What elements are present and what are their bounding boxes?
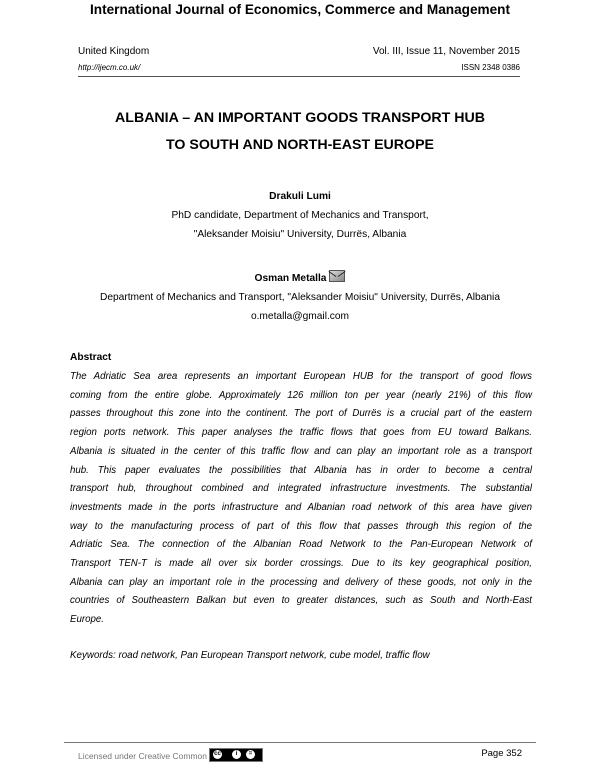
abstract-line: hub. This paper evaluates the possibilities that Albania has in order to become a central (70, 464, 532, 476)
abstract-line: Transport TEN-T is made all over six border crossings. Due to its key geographical position, (70, 558, 532, 570)
abstract-line: Europe. (70, 614, 104, 626)
author-1-affiliation-2: "Aleksander Moisiu" University, Durrës, Albania (193, 229, 407, 240)
abstract-line: transport hub, throughout combined and integrated infrastructure investments. The substantial (70, 483, 532, 495)
license-notice (78, 748, 263, 762)
abstract-line: Adriatic Sea. The connection of the Albanian Road Network to the Pan-European Network of (70, 539, 532, 551)
journal-title: International Journal of Economics, Commerce and Management (90, 2, 510, 17)
page-number: Page 352 (481, 748, 522, 759)
abstract-line: way to the manufacturing process of part of this flow that passes through this region of the (70, 520, 532, 532)
abstract-line: passes throughout this zone into the continent. The port of Durrës is a crucial part of the eastern (70, 408, 532, 420)
abstract-line: Albania can play an important role in the processing and delivery of these goods, not only in the (70, 576, 532, 588)
mail-icon[interactable] (329, 270, 345, 282)
abstract-line: region ports network. This paper analyses the traffic flows that goes from EU toward Balkans. (70, 427, 532, 439)
paper-title-line-2: TO SOUTH AND NORTH-EAST EUROPE (166, 137, 434, 153)
creative-commons-badge-icon[interactable]: cc i = (209, 748, 263, 762)
header-divider (78, 76, 520, 77)
journal-issn: ISSN 2348 0386 (461, 63, 520, 72)
author-2-name: Osman Metalla (254, 273, 327, 284)
footer-divider (64, 742, 536, 743)
author-2-email[interactable]: o.metalla@gmail.com (250, 311, 350, 322)
abstract-line: investments made in the ports infrastructure and Albanian road network of this area have given (70, 501, 532, 513)
keywords: Keywords: road network, Pan European Transport network, cube model, traffic flow (70, 650, 430, 661)
author-2-affiliation: Department of Mechanics and Transport, "Aleksander Moisiu" University, Durrës, Albania (99, 292, 500, 303)
abstract-line: The Adriatic Sea area represents an important European HUB for the transport of good flows (70, 371, 532, 382)
journal-issue: Vol. III, Issue 11, November 2015 (372, 46, 520, 57)
abstract-body (70, 368, 532, 630)
license-text: Licensed under Creative Common (78, 751, 207, 761)
author-2-name-row (0, 270, 600, 285)
author-1-affiliation-1: PhD candidate, Department of Mechanics and Transport, (171, 210, 429, 221)
abstract-heading: Abstract (70, 352, 112, 363)
paper-title-line-1: ALBANIA – AN IMPORTANT GOODS TRANSPORT HUB (115, 110, 485, 126)
abstract-line: countries of Southeastern Balkan but even to greater distances, such as South and North-East (70, 595, 532, 607)
journal-country: United Kingdom (78, 46, 150, 57)
author-1-name: Drakuli Lumi (269, 191, 331, 202)
abstract-line: Albania is situated in the center of this traffic flow and can play an important role as a transport (70, 445, 532, 457)
abstract-line: coming from the entire globe. Approximately 126 million ton per year (nearly 21%) of this flow (70, 389, 532, 401)
journal-url-link[interactable]: http://ijecm.co.uk/ (78, 63, 141, 72)
